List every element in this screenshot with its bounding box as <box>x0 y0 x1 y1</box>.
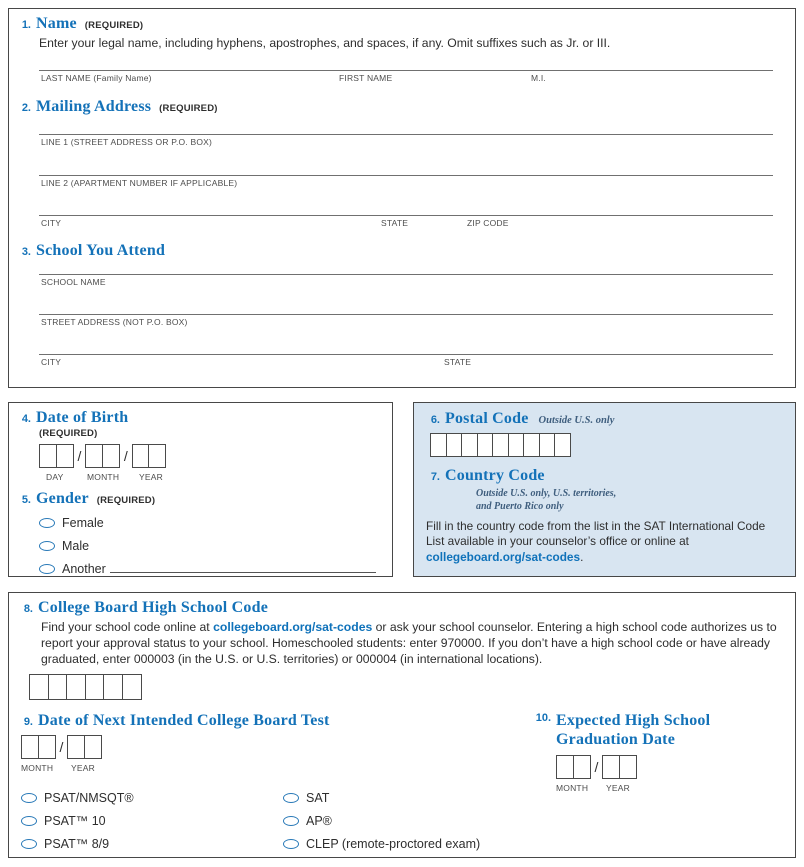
test-option-label: SAT <box>306 790 330 805</box>
postal-note: Outside U.S. only <box>538 415 615 426</box>
middle-row <box>8 402 796 577</box>
option-ap[interactable] <box>283 812 531 829</box>
option-clep[interactable] <box>283 835 531 852</box>
slash-separator: / <box>59 739 64 756</box>
hs-code-instructions <box>41 619 783 667</box>
write-cell[interactable] <box>38 735 56 759</box>
option-sat[interactable] <box>283 789 531 806</box>
next-test-title: Date of Next Intended College Board Test <box>38 712 330 730</box>
country-code-instructions <box>426 519 781 565</box>
slash-separator: / <box>123 448 128 464</box>
country-note-line1: Outside U.S. only, U.S. territories, <box>476 488 617 499</box>
gender-option-label: Another <box>62 561 106 576</box>
first-name-label: FIRST NAME <box>339 73 393 83</box>
address-line1-write-line[interactable] <box>39 134 773 149</box>
radio-oval-icon[interactable] <box>39 541 55 551</box>
write-cell[interactable] <box>67 735 85 759</box>
school-street-write-line[interactable] <box>39 314 773 329</box>
section-3-number: 3. <box>21 246 31 258</box>
postal-section-title: Postal Code <box>445 410 529 427</box>
sat-codes-link[interactable]: collegeboard.org/sat-codes <box>213 620 373 634</box>
write-cell[interactable] <box>430 433 447 457</box>
dob-cells <box>39 444 380 468</box>
write-cell[interactable] <box>39 444 57 468</box>
school-section-title: School You Attend <box>36 242 166 259</box>
required-tag: (REQUIRED) <box>84 20 144 31</box>
school-section-heading <box>17 242 773 260</box>
day-label: DAY <box>46 472 64 482</box>
write-cell[interactable] <box>103 674 123 700</box>
write-cell[interactable] <box>523 433 540 457</box>
middle-initial-label: M.I. <box>531 73 546 83</box>
write-cell[interactable] <box>85 444 103 468</box>
year-label: YEAR <box>606 783 630 794</box>
section-6-number: 6. <box>430 414 440 426</box>
name-section-heading <box>17 15 773 33</box>
school-name-label: SCHOOL NAME <box>41 277 106 287</box>
section-2-number: 2. <box>21 102 31 114</box>
test-option-label: PSAT™ 8/9 <box>44 836 110 851</box>
zip-code-label: ZIP CODE <box>467 218 509 228</box>
postal-country-box <box>413 402 796 577</box>
section-4-number: 4. <box>21 413 31 425</box>
gender-option-another[interactable] <box>39 560 380 577</box>
option-psat-8-9[interactable] <box>21 835 283 852</box>
gender-section-title: Gender <box>36 490 89 507</box>
grad-date-cells <box>556 755 781 779</box>
write-cell[interactable] <box>102 444 120 468</box>
radio-oval-icon[interactable] <box>21 816 37 826</box>
another-write-line[interactable] <box>110 564 376 573</box>
dob-section-heading <box>17 409 380 427</box>
school-state-label: STATE <box>444 357 472 367</box>
grad-date-input <box>556 755 781 795</box>
gender-option-male[interactable] <box>39 537 380 554</box>
next-test-grad-row <box>19 712 781 852</box>
option-psat-nmsqt[interactable] <box>21 789 283 806</box>
write-cell[interactable] <box>477 433 494 457</box>
radio-oval-icon[interactable] <box>283 793 299 803</box>
option-psat-10[interactable] <box>21 812 283 829</box>
write-cell[interactable] <box>21 735 39 759</box>
test-options-column-1 <box>21 783 283 852</box>
name-instructions: Enter your legal name, including hyphens, apostrophes, and spaces, if any. Omit suffixes such as Jr. or III. <box>39 36 611 50</box>
hs-code-section-heading <box>19 599 781 617</box>
postal-section-heading <box>426 410 781 428</box>
hs-code-tests-box <box>8 592 796 858</box>
test-options <box>21 783 531 852</box>
school-street-label: STREET ADDRESS (NOT P.O. BOX) <box>41 317 188 327</box>
gender-options <box>39 514 380 577</box>
section-5-number: 5. <box>21 494 31 506</box>
section-7-number: 7. <box>430 471 440 483</box>
write-cell[interactable] <box>29 674 49 700</box>
next-test-section <box>19 712 531 852</box>
write-cell[interactable] <box>132 444 150 468</box>
radio-oval-icon[interactable] <box>39 564 55 574</box>
write-cell[interactable] <box>84 735 102 759</box>
hs-code-body-pre: Find your school code online at <box>41 620 214 634</box>
write-cell[interactable] <box>85 674 105 700</box>
country-body-post: . <box>580 549 584 564</box>
mailing-section-heading <box>17 98 773 116</box>
slash-separator: / <box>77 448 82 464</box>
write-cell[interactable] <box>619 755 637 779</box>
section-8-number: 8. <box>23 603 33 615</box>
hs-code-section-title: College Board High School Code <box>38 599 269 616</box>
test-option-label: PSAT/NMSQT® <box>44 790 134 805</box>
year-label: YEAR <box>71 763 95 774</box>
country-note-line2: and Puerto Rico only <box>476 501 564 512</box>
year-label: YEAR <box>139 472 163 482</box>
write-cell[interactable] <box>66 674 86 700</box>
country-section-heading <box>426 467 781 485</box>
gender-option-female[interactable] <box>39 514 380 531</box>
country-body-pre: Fill in the country code from the list in the SAT International Code List available in your counselor’s office or online at <box>426 519 766 549</box>
write-cell[interactable] <box>148 444 166 468</box>
month-label: MONTH <box>21 763 54 774</box>
hs-code-body-post: or ask your school counselor. Entering a high school code authorizes us to report your approval status to your school. Homeschooled students: enter 970000. If you don’t have a high school code or have already graduated, enter 000003 (in the U.S. or U.S. territories) or 000004 (in international locations). <box>41 620 777 667</box>
next-test-date-cells <box>21 735 531 759</box>
section-9-number: 9. <box>23 716 33 729</box>
write-cell[interactable] <box>56 444 74 468</box>
write-cell[interactable] <box>508 433 525 457</box>
grad-date-title: Expected High School Graduation Date <box>556 712 711 748</box>
month-label: MONTH <box>87 472 120 482</box>
gender-option-label: Female <box>62 515 104 530</box>
write-cell[interactable] <box>48 674 68 700</box>
section-1-number: 1. <box>21 19 31 31</box>
gender-section-heading <box>17 490 380 508</box>
name-address-school-box <box>8 8 796 388</box>
write-cell[interactable] <box>602 755 620 779</box>
grad-date-section <box>531 712 781 852</box>
write-cell[interactable] <box>446 433 463 457</box>
city-label: CITY <box>41 218 62 228</box>
mailing-section-title: Mailing Address <box>36 98 152 115</box>
dob-gender-box <box>8 402 393 577</box>
radio-oval-icon[interactable] <box>283 839 299 849</box>
radio-oval-icon[interactable] <box>21 839 37 849</box>
school-city-label: CITY <box>41 357 62 367</box>
required-tag: (REQUIRED) <box>159 103 218 114</box>
radio-oval-icon[interactable] <box>21 793 37 803</box>
required-tag: (REQUIRED) <box>96 495 156 506</box>
dob-input <box>39 444 380 484</box>
next-test-heading <box>19 712 531 730</box>
address-line2-label: LINE 2 (APARTMENT NUMBER IF APPLICABLE) <box>41 178 238 188</box>
postal-code-input <box>430 433 781 457</box>
grad-date-heading <box>531 712 781 749</box>
write-cell[interactable] <box>461 433 478 457</box>
write-cell[interactable] <box>122 674 142 700</box>
school-city-state-write-line[interactable] <box>39 354 773 369</box>
write-cell[interactable] <box>573 755 591 779</box>
write-cell[interactable] <box>539 433 556 457</box>
country-code-note <box>476 487 781 513</box>
name-section-title: Name <box>36 15 77 32</box>
next-test-date-input <box>21 735 531 775</box>
write-cell[interactable] <box>556 755 574 779</box>
gender-option-label: Male <box>62 538 90 553</box>
address-line2-write-line[interactable] <box>39 175 773 190</box>
dob-section-title: Date of Birth <box>36 409 129 426</box>
write-cell[interactable] <box>492 433 509 457</box>
name-write-line[interactable] <box>39 70 773 85</box>
school-name-write-line[interactable] <box>39 274 773 289</box>
test-options-column-2 <box>283 783 531 852</box>
section-10-number: 10. <box>535 712 551 725</box>
test-option-label: AP® <box>306 813 332 828</box>
address-line1-label: LINE 1 (STREET ADDRESS OR P.O. BOX) <box>41 137 213 147</box>
last-name-label: LAST NAME (Family Name) <box>41 73 152 83</box>
state-label: STATE <box>381 218 409 228</box>
sat-codes-link[interactable]: collegeboard.org/sat-codes <box>426 549 581 564</box>
write-cell[interactable] <box>554 433 571 457</box>
radio-oval-icon[interactable] <box>39 518 55 528</box>
test-option-label: PSAT™ 10 <box>44 813 106 828</box>
city-state-zip-write-line[interactable] <box>39 215 773 230</box>
test-option-label: CLEP (remote-proctored exam) <box>306 836 481 851</box>
country-section-title: Country Code <box>445 467 545 484</box>
required-tag: (REQUIRED) <box>39 428 98 439</box>
month-label: MONTH <box>556 783 589 794</box>
hs-code-input <box>29 674 781 700</box>
radio-oval-icon[interactable] <box>283 816 299 826</box>
slash-separator: / <box>594 759 599 776</box>
